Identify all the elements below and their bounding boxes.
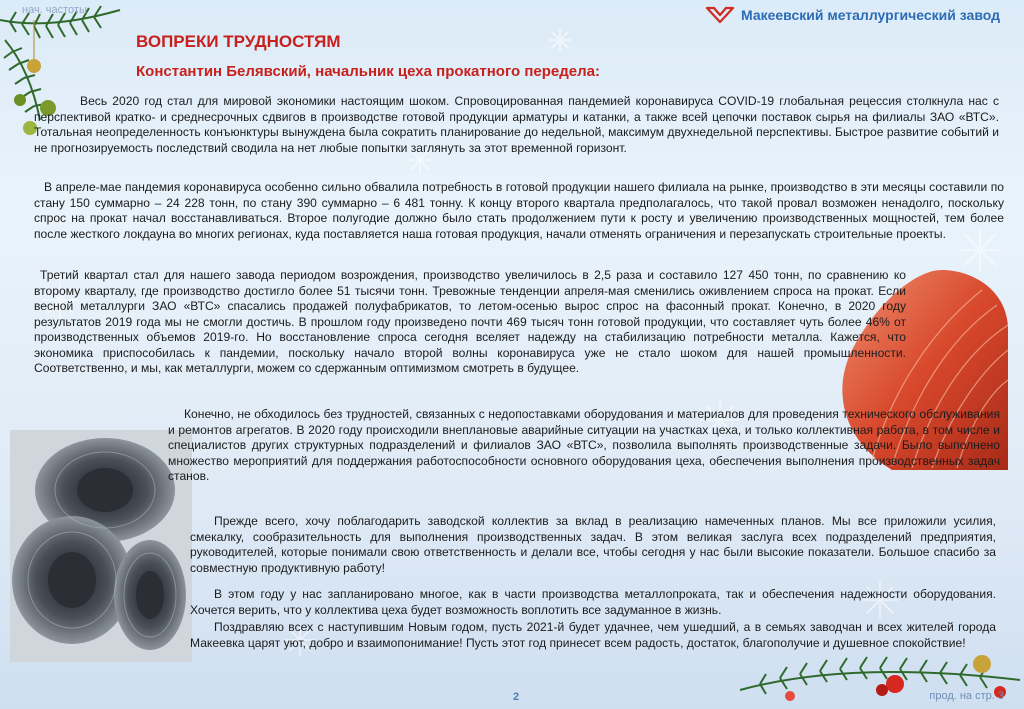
page-number: 2 — [513, 691, 520, 703]
paragraph: Поздравляю всех с наступившим Новым годом, пусть 2021-й будет удачнее, чем ушедший, а в семьях заводчан и всех жителей города Макеевка царят уют, добро и взаимопонимание! Пусть этот год принесет всем радость, достаток, благополучие и душевное спокойствие! — [190, 620, 996, 650]
company-header — [705, 6, 1000, 24]
paragraph: Конечно, не обходилось без трудностей, связанных с недопоставками оборудования и материалов для проведения технического обслуживания и ремонтов агрегатов. В 2020 году происходили внеплановые аварийные ситуации на участках цеха, и только коллективная работа, в том числе и специалистов других структурных подразделений и филиалов ЗАО «ВТС», позволила выполнять производственные задачи. Было выполнено множество мероприятий для поддержания работоспособности основного оборудования цеха, обеспечения выполнения производственных задач станов. — [168, 407, 1000, 484]
article-subtitle: Константин Белявский, начальник цеха прокатного передела: — [136, 63, 600, 80]
article-title: ВОПРЕКИ ТРУДНОСТЯМ — [136, 32, 341, 51]
rebar-coils-image — [10, 430, 192, 662]
paragraph: Прежде всего, хочу поблагодарить заводской коллектив за вклад в реализацию намеченных планов. Мы все приложили усилия, смекалку, сообразительность для выполнения производственных задач. В этом великая заслуга всех подразделений предприятия, руководителей, которые понимали свою ответственность и делали все, чтобы сегодня у нас были высокие показатели. Большое спасибо за совместную продуктивную работу! — [190, 514, 996, 575]
logo-icon — [705, 6, 735, 24]
paragraph: В этом году у нас запланировано многое, как в части производства металлопроката, так и обеспечения надежности оборудования. Хочется верить, что у коллектива цеха будет возможность воплотить все задуманное в жизнь. — [190, 587, 996, 617]
back-link[interactable]: нач. частоты — [22, 4, 87, 16]
company-name: Макеевский металлургический завод — [740, 7, 1000, 23]
continued-link[interactable]: прод. на стр. 3 — [929, 690, 1004, 702]
paragraph: Весь 2020 год стал для мировой экономики настоящим шоком. Спровоцированная пандемией коронавируса COVID-19 глобальная рецессия столкнула нас с перспективой кратко- и среднесрочных сдвигов в производстве готовой продукции арматуры и катанки, а также всей цепочки поставок сырья на филиалы ЗАО «ВТС». Тотальная неопределенность конъюнктуры вынуждена была сократить планирование до недельной, максимум двухнедельной перспективы. Быстрое развитие событий и не прогнозируемость последствий сводила на нет любые попытки заглянуть за этот временной горизонт. — [34, 94, 999, 155]
paragraph: В апреле-мае пандемия коронавируса особенно сильно обвалила потребность в готовой продукции нашего филиала на рынке, производство в эти месяцы составили по стану 150 суммарно – 24 228 тонн, по стану 390 суммарно – 6 481 тонну. К концу второго квартала предполагалось, что такой провал возможен ненадолго, поскольку спрос на прокат начал восстанавливаться. Второе полугодие должно было стать продолжением пути к росту и увеличению производственных мощностей, тем более после жесткого локдауна во многих регионах, куда поставляется наша готовая продукция, начали отменять ограничения и перезапускать строительные проекты. — [34, 180, 1004, 241]
paragraph: Третий квартал стал для нашего завода периодом возрождения, производство увеличилось в 2,5 раза и составило 127 450 тонн, по сравнению ко второму кварталу, где производство достигло более 51 тысячи тонн. Тревожные тенденции апреля-мая сменились оживлением спроса на прокат. Если весной металлурги ЗАО «ВТС» спасались продажей полуфабрикатов, то летом-осенью вырос спрос на фасонный прокат. Конечно, в 2020 году результатов 2019 года мы не смогли достичь. В прошлом году произведено почти 469 тысяч тонн готовой продукции, что составляет чуть более 46% от производственных объемов 2019-го. Но восстановление спроса сегодня вселяет надежду на стабилизацию потребности металла. Кажется, что экономика приспособилась к пандемии, поскольку начало второй волны коронавируса уже не стало шоком для нашей промышленности. Соответственно, и мы, как металлурги, можем со сдержанным оптимизмом смотреть в будущее. — [34, 268, 906, 376]
